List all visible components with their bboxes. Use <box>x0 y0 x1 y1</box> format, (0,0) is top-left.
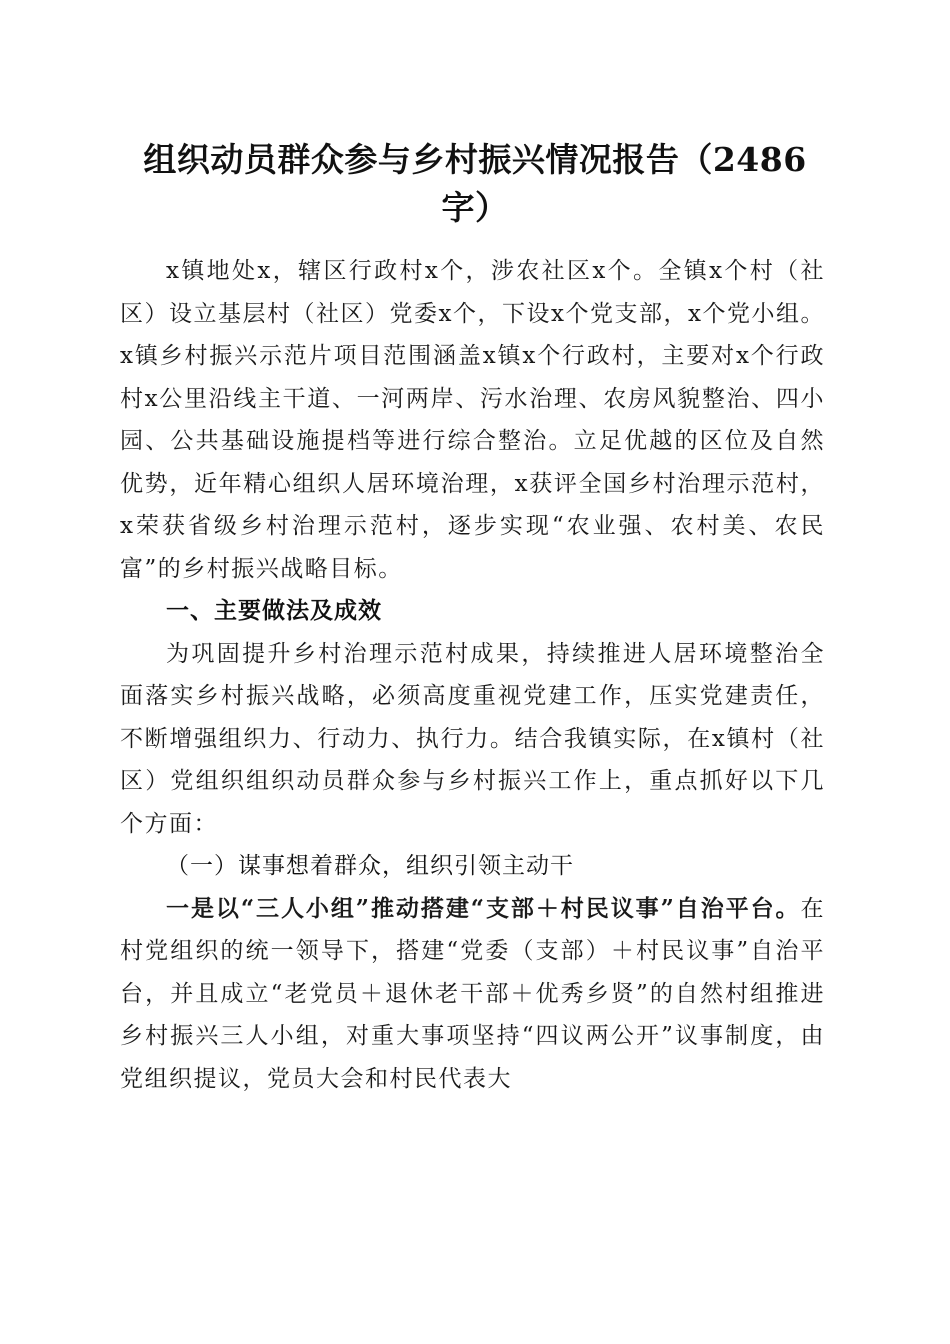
point-one-lead: 一是以“三人小组”推动搭建“支部＋村民议事”自治平台。 <box>166 894 801 922</box>
document-title: 组织动员群众参与乡村振兴情况报告（2486字） <box>143 140 807 227</box>
point-one-text: 在村党组织的统一领导下，搭建“党委（支部）＋村民议事”自治平台，并且成立“老党员＋退休老干部＋优秀乡贤”的自然村组推进乡村振兴三人小组，对重大事项坚持“四议两公开”议事制度，由党组织提议，党员大会和村民代表大 <box>120 895 825 1092</box>
subsection-heading-1: （一）谋事想着群众，组织引领主动干 <box>166 853 574 879</box>
section-heading-main-practices: 一、主要做法及成效 <box>166 598 382 624</box>
section-intro-paragraph: 为巩固提升乡村治理示范村成果，持续推进人居环境整治全面落实乡村振兴战略，必须高度重视党建工作，压实党建责任，不断增强组织力、行动力、执行力。结合我镇实际，在x镇村（社区）党组织组织动员群众参与乡村振兴工作上，重点抓好以下几个方面： <box>120 640 825 837</box>
intro-paragraph: x镇地处x，辖区行政村x个，涉农社区x个。全镇x个村（社区）设立基层村（社区）党委x个，下设x个党支部，x个党小组。x镇乡村振兴示范片项目范围涵盖x镇x个行政村，主要对x个行政村x公里沿线主干道、一河两岸、污水治理、农房风貌整治、四小园、公共基础设施提档等进行综合整治。立足优越的区位及自然优势，近年精心组织人居环境治理，x获评全国乡村治理示范村，x荣获省级乡村治理示范村，逐步实现“农业强、农村美、农民富”的乡村振兴战略目标。 <box>120 258 825 582</box>
document-body <box>120 250 825 1100</box>
point-one-paragraph <box>120 888 825 1101</box>
